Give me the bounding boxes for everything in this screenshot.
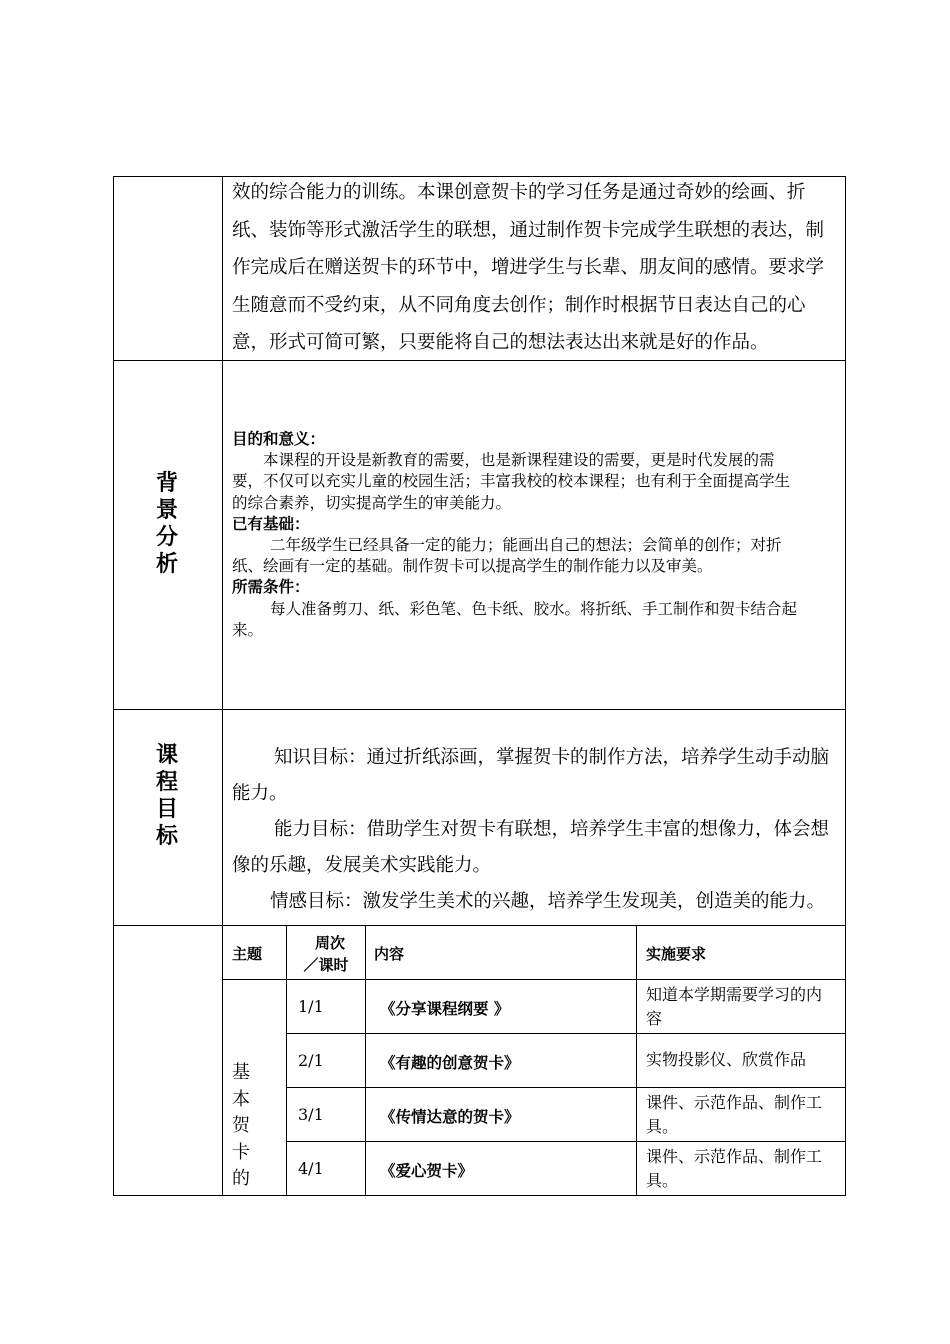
goal-line: 知识目标：通过折纸添画，掌握贺卡的制作方法，培养学生动手动脑 (274, 747, 830, 768)
header-requirements: 实施要求 (646, 945, 707, 963)
goal-line: 情感目标：激发学生美术的兴趣，培养学生发现美，创造美的能力。 (270, 891, 826, 912)
basis-heading: 已有基础： (232, 514, 310, 533)
row-week: 3/1 (298, 1105, 324, 1124)
intro-line: 纸、装饰等形式激活学生的联想，通过制作贺卡完成学生联想的表达，制 (232, 219, 825, 241)
basis-line: 二年级学生已经具备一定的能力；能画出自己的想法；会简单的创作；对折 (270, 535, 782, 554)
goal-line: 能力目标：借助学生对贺卡有联想，培养学生丰富的想像力，体会想 (274, 819, 830, 840)
purpose-heading: 目的和意义： (232, 430, 326, 448)
row-requirements: 课件、示范作品、制作工 具。 (646, 1147, 823, 1190)
row-content: 《爱心贺卡》 (380, 1162, 474, 1180)
basis-line: 纸、绘画有一定的基础。制作贺卡可以提高学生的制作能力以及审美。 (232, 557, 713, 576)
goals-title: 课 程 目 标 (155, 743, 178, 849)
purpose-line: 要，不仅可以充实儿童的校园生活；丰富我校的校本课程；也有利于全面提高学生 (232, 472, 791, 491)
purpose-line: 本课程的开设是新教育的需要，也是新课程建设的需要，更是时代发展的需 (263, 451, 775, 470)
row-requirements: 知道本学期需要学习的内 容 (646, 985, 823, 1028)
column-divider (222, 176, 223, 1196)
row-divider (113, 709, 846, 710)
intro-line: 生随意而不受约束，从不同角度去创作；制作时根据节日表达自己的心 (232, 294, 806, 316)
row-requirements: 实物投影仪、欣赏作品 (646, 1050, 807, 1069)
row-content: 《分享课程纲要 》 (380, 1000, 510, 1018)
conditions-line: 来。 (232, 620, 264, 639)
header-content: 内容 (374, 945, 405, 963)
row-week: 4/1 (298, 1159, 324, 1178)
intro-line: 意，形式可简可繁，只要能将自己的想法表达出来就是好的作品。 (232, 332, 769, 353)
purpose-line: 的综合素养，切实提高学生的审美能力。 (232, 493, 512, 512)
schedule-column-divider (286, 925, 287, 1196)
header-week: 周次 ／课时 (303, 934, 349, 974)
goal-line: 能力。 (232, 783, 288, 804)
row-week: 1/1 (298, 997, 324, 1016)
schedule-row-divider (222, 979, 846, 980)
row-content: 《传情达意的贺卡》 (380, 1108, 520, 1126)
conditions-line: 每人准备剪刀、纸、彩色笔、色卡纸、胶水。将折纸、手工制作和贺卡结合起 (270, 599, 798, 618)
schedule-column-divider (636, 925, 637, 1196)
schedule-column-divider (365, 925, 366, 1196)
schedule-row-divider (286, 1141, 846, 1142)
header-theme: 主题 (232, 945, 263, 963)
schedule-row-divider (286, 1087, 846, 1088)
theme-label: 基 本 贺 卡 的 (232, 1062, 250, 1189)
goals-content (232, 740, 829, 920)
intro-line: 作完成后在赠送贺卡的环节中，增进学生与长辈、朋友间的感情。要求学 (232, 257, 825, 278)
intro-paragraph (232, 174, 824, 362)
row-content: 《有趣的创意贺卡》 (380, 1054, 520, 1072)
background-title: 背 景 分 析 (155, 471, 178, 577)
row-divider (113, 925, 846, 926)
goal-line: 像的乐趣，发展美术实践能力。 (232, 855, 492, 876)
conditions-heading: 所需条件： (232, 578, 310, 597)
intro-line: 效的综合能力的训练。本课创意贺卡的学习任务是通过奇妙的绘画、折 (232, 182, 806, 203)
schedule-row-divider (286, 1033, 846, 1034)
row-requirements: 课件、示范作品、制作工 具。 (646, 1093, 823, 1136)
row-week: 2/1 (298, 1051, 324, 1070)
background-content (232, 429, 797, 641)
